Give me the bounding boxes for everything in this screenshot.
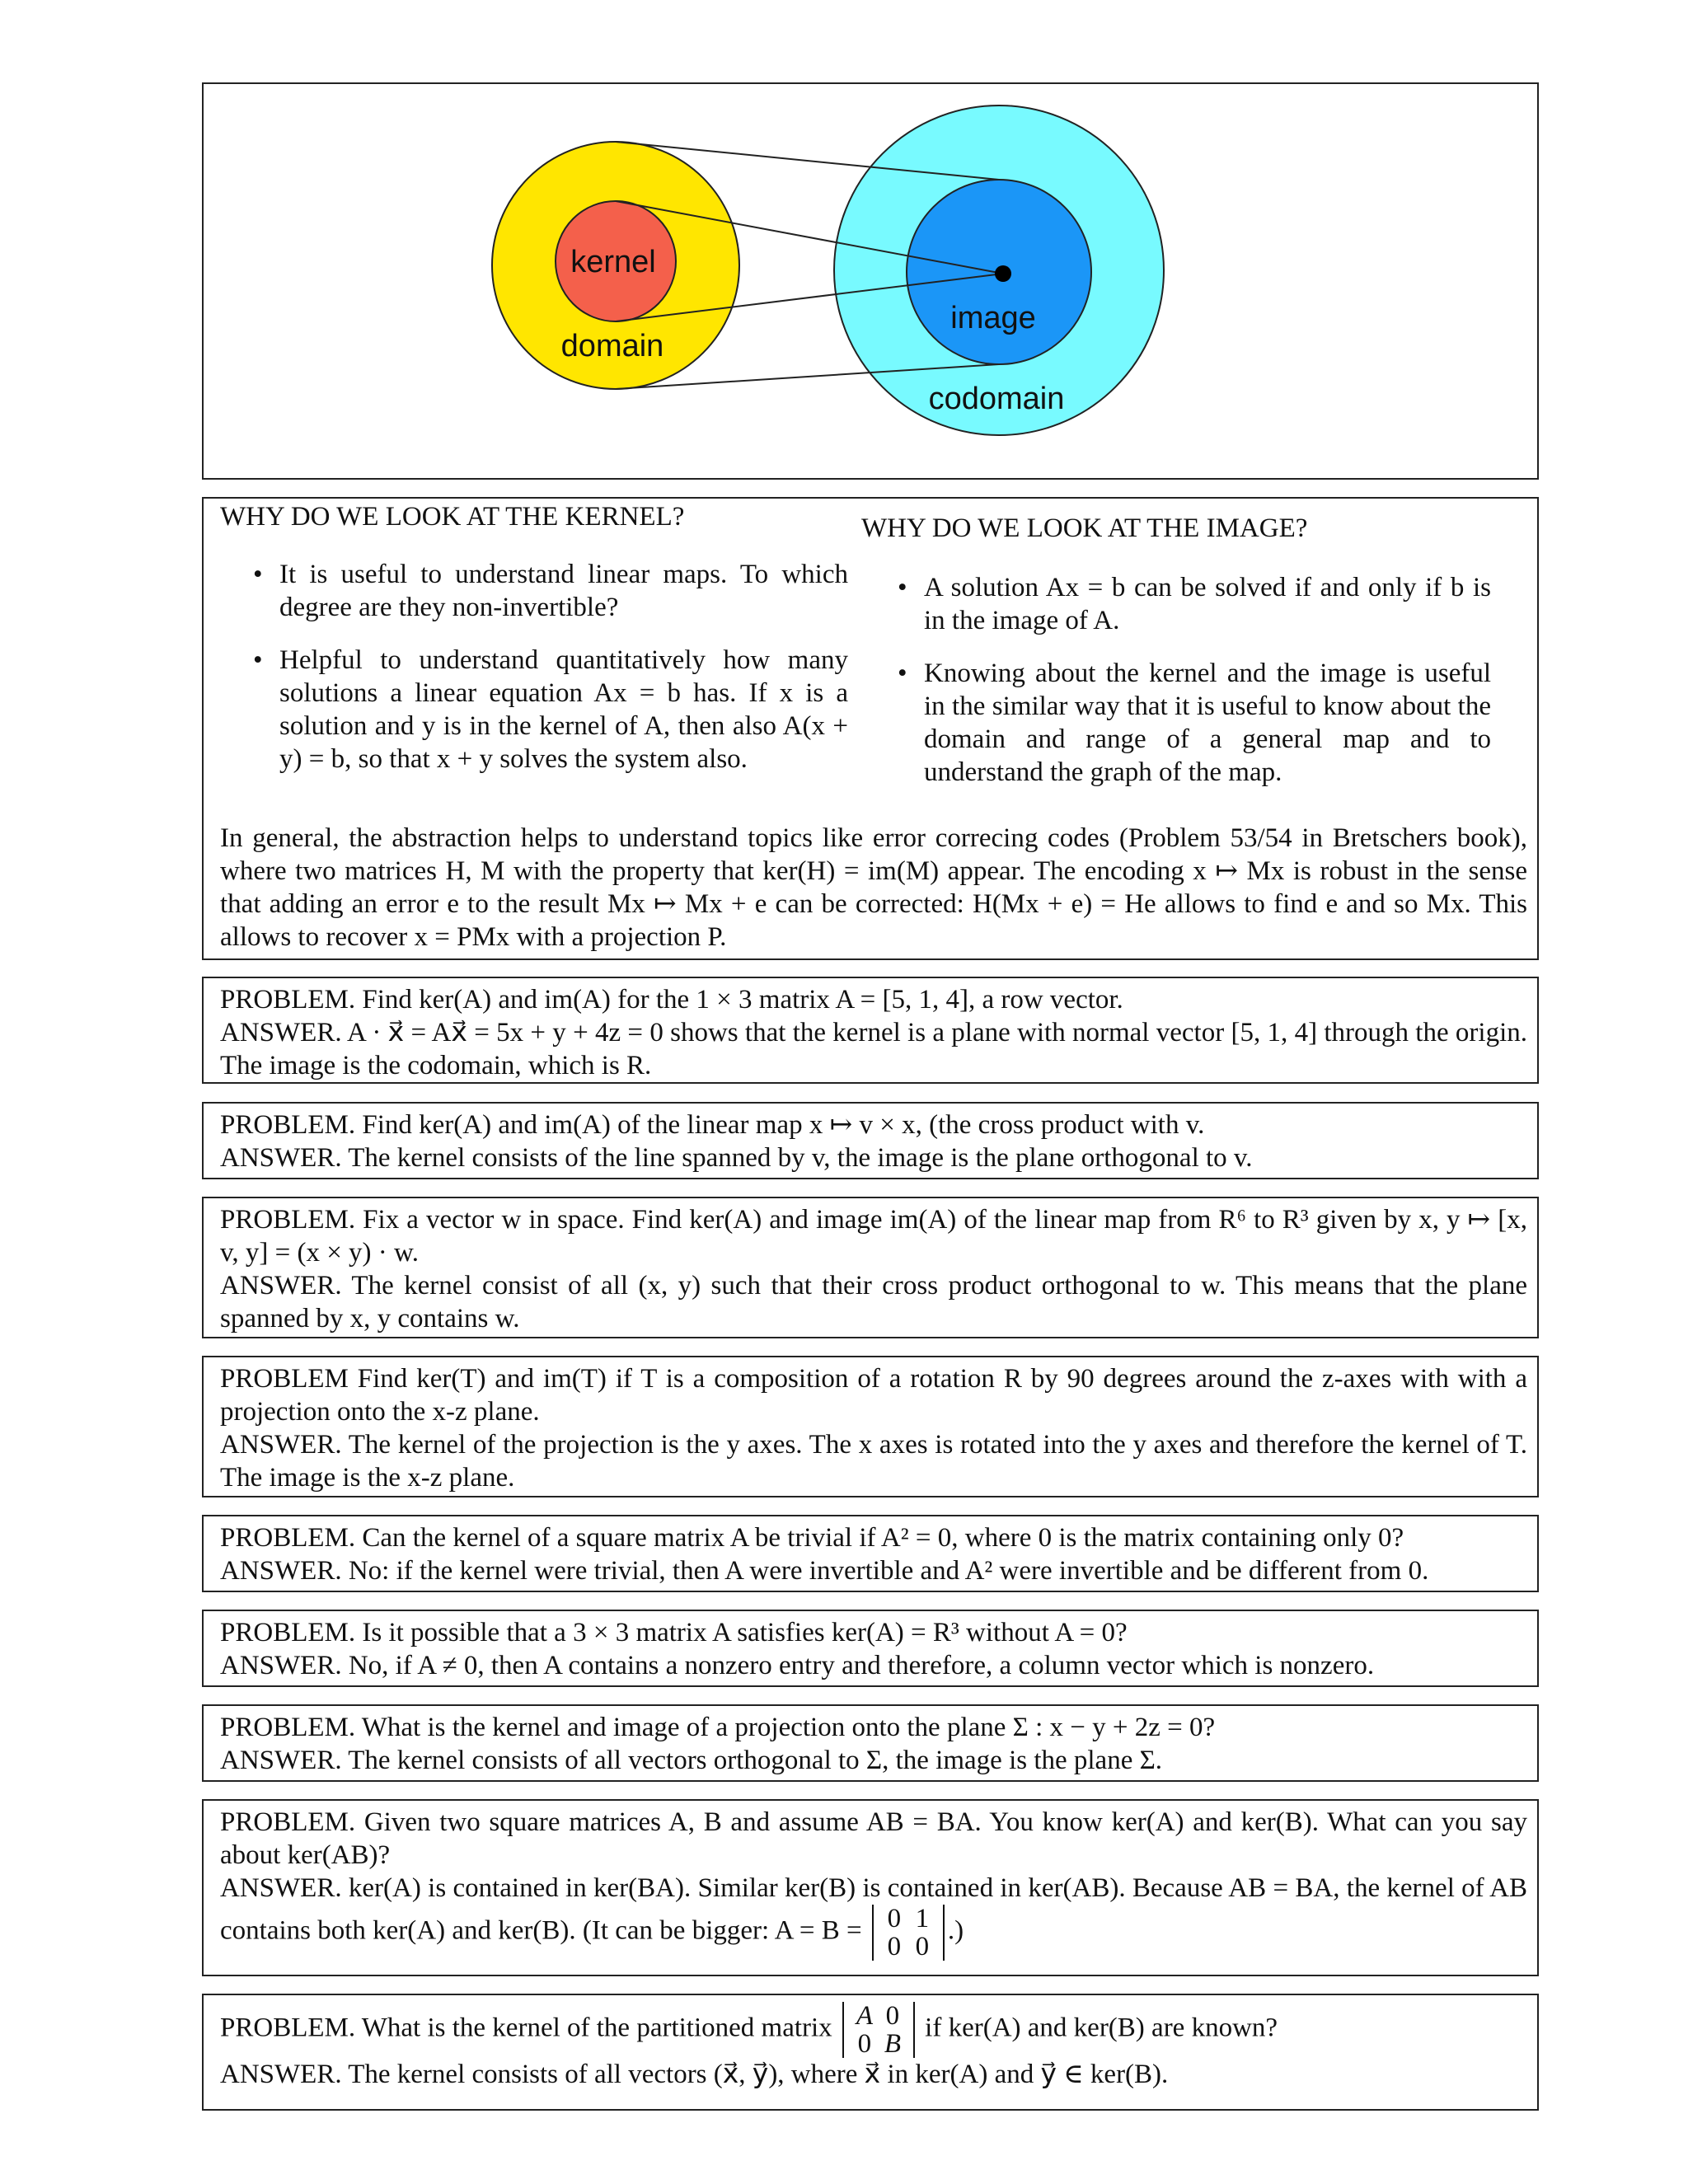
matrix-cell: 1 (915, 1904, 930, 1933)
problem-box-5 (202, 1515, 1539, 1592)
image-heading: WHY DO WE LOOK AT THE IMAGE? (861, 513, 1308, 543)
answer-text: ANSWER. The kernel consist of all (x, y) such that their cross product orthogonal to w. This means that the plane spanned by x, y contains w. (220, 1271, 1527, 1333)
problem-text: PROBLEM Find ker(T) and im(T) if T is a composition of a rotation R by 90 degrees around the z-axes with with a projection onto the x-z plane. (220, 1364, 1527, 1427)
problem-box-8 (202, 1799, 1539, 1976)
problem-text: PROBLEM. What is the kernel and image of a projection onto the plane Σ : x − y + 2z = 0? (220, 1713, 1216, 1742)
problem-text: PROBLEM. Find ker(A) and im(A) of the linear map x ↦ v × x, (the cross product with v. (220, 1110, 1205, 1140)
problem-box-7 (202, 1704, 1539, 1782)
answer-paragraph (220, 1872, 1527, 1961)
general-paragraph: In general, the abstraction helps to understand topics like error correcing codes (Problem 53/54 in Bretschers book), where two matrices H, M with the property that ker(H) = im(M) appear. The encoding x ↦ Mx is robust in the sense that adding an error e to the result Mx ↦ Mx + e can be corrected: H(Mx + e) = He allows to find e and so Mx. This allows to recover x = PMx with a projection P. (220, 823, 1527, 952)
kernel-image-diagram (202, 82, 1539, 480)
kernel-label: kernel (570, 245, 656, 279)
image-bullet-list (898, 571, 1491, 808)
codomain-label: codomain (928, 382, 1065, 416)
list-item: • Knowing about the kernel and the image is useful in the similar way that it is useful to know about the domain and range of a general map and to understand the graph of the map. (898, 657, 1491, 789)
partitioned-matrix (842, 2002, 915, 2058)
matrix-cell: B (884, 2029, 901, 2059)
list-item: • It is useful to understand linear maps. To which degree are they non-invertible? (253, 558, 848, 624)
answer-text: ANSWER. The kernel consists of all vectors (x⃗, y⃗), where x⃗ in ker(A) and y⃗ ∈ ker(B). (220, 2060, 1169, 2089)
problem-text: PROBLEM. Given two square matrices A, B and assume AB = BA. You know ker(A) and ker(B). What can you say about ker(AB)? (220, 1807, 1527, 1870)
matrix-cell: A (856, 2001, 873, 2031)
answer-text: ANSWER. The kernel of the projection is the y axes. The x axes is rotated into the y axes and therefore the kernel of T. The image is the x-z plane. (220, 1430, 1527, 1493)
problem-box-4 (202, 1356, 1539, 1497)
zero-point (995, 265, 1011, 282)
image-label: image (950, 301, 1036, 335)
answer-text: ANSWER. ker(A) is contained in ker(BA). Similar ker(B) is contained in ker(AB). Because AB = BA, the kernel of AB contains both ker(A) and ker(B). (It can be bigger: A = B = (220, 1873, 1527, 1946)
problem-box-1 (202, 977, 1539, 1084)
diagram-svg (204, 84, 1537, 478)
problem-box-6 (202, 1610, 1539, 1687)
problem-box-2 (202, 1102, 1539, 1179)
problem-text: PROBLEM. What is the kernel of the partitioned matrix (220, 2013, 832, 2043)
problem-text: PROBLEM. Fix a vector w in space. Find ker(A) and image im(A) of the linear map from R⁶ to R³ given by x, y ↦ [x, v, y] = (x × y) · w. (220, 1205, 1527, 1268)
matrix-cell: 0 (857, 2029, 872, 2059)
problem-text: PROBLEM. Is it possible that a 3 × 3 matrix A satisfies ker(A) = R³ without A = 0? (220, 1618, 1128, 1647)
problem-box-9 (202, 1994, 1539, 2111)
kernel-heading: WHY DO WE LOOK AT THE KERNEL? (220, 502, 685, 532)
answer-text: ANSWER. The kernel consists of all vectors orthogonal to Σ, the image is the plane Σ. (220, 1746, 1163, 1775)
answer-text: ANSWER. No: if the kernel were trivial, then A were invertible and A² were invertible and be different from 0. (220, 1556, 1429, 1586)
answer-tail: .) (947, 1915, 964, 1946)
nilpotent-matrix (872, 1905, 945, 1961)
why-section (202, 497, 1539, 960)
problem-tail: if ker(A) and ker(B) are known? (925, 2013, 1278, 2043)
matrix-cell: 0 (885, 2001, 900, 2031)
list-item: • Helpful to understand quantitatively how many solutions a linear equation Ax = b has. If x is a solution and y is in the kernel of A, then also A(x + y) = b, so that x + y solves the system also. (253, 644, 848, 776)
problem-text: PROBLEM. Find ker(A) and im(A) for the 1 × 3 matrix A = [5, 1, 4], a row vector. (220, 985, 1123, 1015)
domain-label: domain (560, 329, 664, 363)
kernel-bullet-list (253, 558, 848, 795)
problem-box-3 (202, 1197, 1539, 1338)
answer-text: ANSWER. No, if A ≠ 0, then A contains a nonzero entry and therefore, a column vector which is nonzero. (220, 1651, 1375, 1680)
matrix-cell: 0 (915, 1932, 930, 1961)
problem-paragraph (220, 2002, 1527, 2058)
matrix-cell: 0 (887, 1904, 902, 1933)
list-item: • A solution Ax = b can be solved if and only if b is in the image of A. (898, 571, 1491, 637)
problem-text: PROBLEM. Can the kernel of a square matrix A be trivial if A² = 0, where 0 is the matrix containing only 0? (220, 1523, 1404, 1553)
answer-text: ANSWER. The kernel consists of the line spanned by v, the image is the plane orthogonal to v. (220, 1143, 1253, 1173)
answer-text: ANSWER. A · x⃗ = Ax⃗ = 5x + y + 4z = 0 shows that the kernel is a plane with normal vector [5, 1, 4] through the origin. The image is the codomain, which is R. (220, 1018, 1527, 1080)
matrix-cell: 0 (887, 1932, 902, 1961)
